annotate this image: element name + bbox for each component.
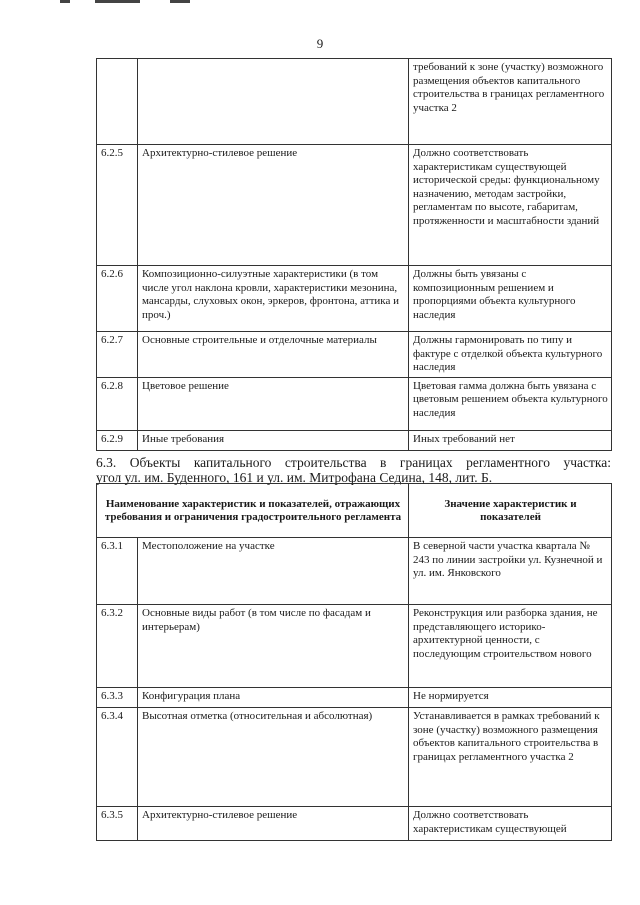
row-value: В северной части участка квартала № 243 по линии застройки ул. Кузнечной и ул. им. Янковского: [409, 538, 612, 605]
row-characteristic: Высотная отметка (относительная и абсолютная): [138, 708, 409, 807]
section-heading-line2: угол ул. им. Буденного, 161 и ул. им. Митрофана Седина, 148, лит. Б.: [96, 470, 493, 485]
row-number: 6.2.9: [97, 430, 138, 450]
row-value: Не нормируется: [409, 688, 612, 708]
row-characteristic: Основные строительные и отделочные материалы: [138, 332, 409, 378]
table-row: [97, 332, 612, 378]
table-row: [97, 430, 612, 450]
row-value: Должно соответствовать характеристикам существующей исторической среды: функциональному назначению, методам застройки, регламентам по высоте, габаритам, протяженности и масштабности зданий: [409, 145, 612, 266]
section-heading-line1: 6.3. Объекты капитального строительства в границах регламентного участка:: [96, 455, 611, 470]
row-characteristic: Архитектурно-стилевое решение: [138, 145, 409, 266]
row-number: 6.3.1: [97, 538, 138, 605]
row-number: 6.2.6: [97, 266, 138, 332]
table-row: [97, 145, 612, 266]
row-number: 6.3.4: [97, 708, 138, 807]
table-row: [97, 807, 612, 841]
row-value: требований к зоне (участку) возможного размещения объектов капитального строительства в границах регламентного участка 2: [409, 59, 612, 145]
row-characteristic: Архитектурно-стилевое решение: [138, 807, 409, 841]
table-row: [97, 605, 612, 688]
requirements-table: [96, 483, 612, 841]
section-heading: [96, 455, 611, 485]
scan-artifact: [95, 0, 140, 3]
row-number: 6.2.5: [97, 145, 138, 266]
row-characteristic: Конфигурация плана: [138, 688, 409, 708]
row-number: 6.3.5: [97, 807, 138, 841]
row-characteristic: [138, 59, 409, 145]
table-row: [97, 538, 612, 605]
row-value: Должны гармонировать по типу и фактуре с отделкой объекта культурного наследия: [409, 332, 612, 378]
row-value: Должны быть увязаны с композиционным решением и пропорциями объекта культурного наследия: [409, 266, 612, 332]
row-value: Устанавливается в рамках требований к зоне (участку) возможного размещения объектов капитального строительства в границах регламентного участка 2: [409, 708, 612, 807]
row-number: 6.2.8: [97, 377, 138, 430]
header-characteristic: Наименование характеристик и показателей, отражающих требования и ограничения градостроительного регламента: [97, 484, 409, 538]
row-value: Должно соответствовать характеристикам существующей: [409, 807, 612, 841]
table-header-row: [97, 484, 612, 538]
table-row: [97, 377, 612, 430]
row-number: [97, 59, 138, 145]
row-characteristic: Цветовое решение: [138, 377, 409, 430]
page-number: 9: [316, 36, 324, 51]
scan-artifact: [170, 0, 190, 3]
row-value: Иных требований нет: [409, 430, 612, 450]
table-row: [97, 688, 612, 708]
table-row: [97, 266, 612, 332]
table-row: [97, 59, 612, 145]
row-characteristic: Композиционно-силуэтные характеристики (в том числе угол наклона кровли, характеристики мезонина, мансарды, слуховых окон, эркеров, фронтона, аттика и проч.): [138, 266, 409, 332]
header-value: Значение характеристик и показателей: [409, 484, 612, 538]
row-number: 6.3.2: [97, 605, 138, 688]
row-value: Цветовая гамма должна быть увязана с цветовым решением объекта культурного наследия: [409, 377, 612, 430]
row-number: 6.2.7: [97, 332, 138, 378]
requirements-table-continued: [96, 58, 612, 451]
table-row: [97, 708, 612, 807]
row-number: 6.3.3: [97, 688, 138, 708]
row-value: Реконструкция или разборка здания, не представляющего историко-архитектурной ценности, с последующим строительством нового: [409, 605, 612, 688]
row-characteristic: Иные требования: [138, 430, 409, 450]
row-characteristic: Местоположение на участке: [138, 538, 409, 605]
scan-artifact: [60, 0, 70, 3]
row-characteristic: Основные виды работ (в том числе по фасадам и интерьерам): [138, 605, 409, 688]
